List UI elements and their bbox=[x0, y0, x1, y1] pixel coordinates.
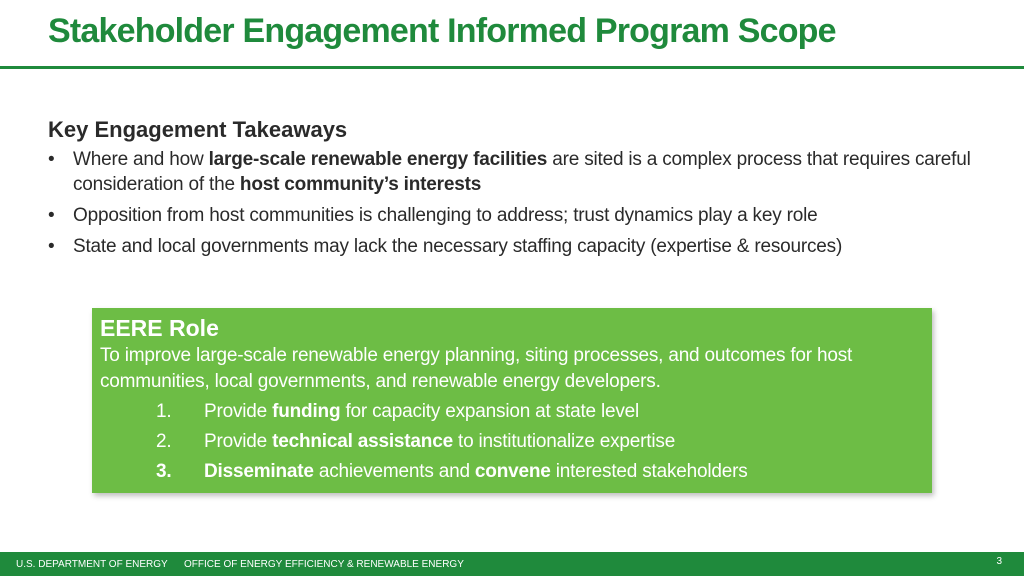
takeaways-section bbox=[48, 117, 1018, 265]
role-action-text: to institutionalize expertise bbox=[452, 431, 676, 452]
role-action-text: for capacity expansion at state level bbox=[340, 401, 640, 422]
role-action-emphasis: convene bbox=[474, 461, 551, 482]
list-number: 2. bbox=[156, 431, 172, 452]
list-number: 1. bbox=[156, 401, 172, 422]
footer-department: U.S. DEPARTMENT OF ENERGY bbox=[16, 559, 168, 570]
role-description: To improve large-scale renewable energy planning, siting processes, and outcomes for host communities, local governments, and renewable energy developers. bbox=[100, 345, 853, 392]
title-divider bbox=[0, 66, 1024, 69]
role-action-emphasis: Disseminate bbox=[204, 461, 314, 482]
role-action-list bbox=[100, 397, 922, 487]
role-action-item bbox=[100, 457, 922, 487]
bullet-icon: • bbox=[48, 149, 55, 170]
role-action-text: interested stakeholders bbox=[550, 461, 748, 482]
takeaway-text: State and local governments may lack the necessary staffing capacity (expertise & resources) bbox=[73, 236, 843, 257]
role-action-item bbox=[100, 427, 922, 457]
role-action-emphasis: funding bbox=[272, 401, 341, 422]
takeaway-text: are sited is a complex process that requires careful consideration of the bbox=[73, 149, 971, 195]
takeaways-list bbox=[48, 147, 1018, 259]
takeaways-heading: Key Engagement Takeaways bbox=[48, 117, 348, 142]
eere-role-box bbox=[92, 308, 932, 493]
slide-title: Stakeholder Engagement Informed Program Scope bbox=[48, 12, 836, 50]
footer-office: OFFICE OF ENERGY EFFICIENCY & RENEWABLE ENERGY bbox=[184, 559, 464, 570]
slide-footer bbox=[0, 552, 1024, 576]
takeaway-emphasis: large-scale renewable energy facilities bbox=[208, 149, 548, 170]
takeaway-text: Where and how bbox=[73, 149, 209, 170]
takeaway-item bbox=[48, 147, 1018, 197]
bullet-icon: • bbox=[48, 205, 55, 226]
role-action-text: Provide bbox=[204, 431, 273, 452]
takeaway-text: Opposition from host communities is challenging to address; trust dynamics play a key role bbox=[73, 205, 818, 226]
takeaway-item bbox=[48, 234, 1018, 259]
page-number: 3 bbox=[996, 556, 1002, 567]
takeaway-item bbox=[48, 203, 1018, 228]
role-action-text: Provide bbox=[204, 401, 273, 422]
role-action-emphasis: technical assistance bbox=[272, 431, 453, 452]
role-action-text: achievements and bbox=[313, 461, 475, 482]
bullet-icon: • bbox=[48, 236, 55, 257]
takeaway-emphasis: host community’s interests bbox=[239, 174, 482, 195]
list-number: 3. bbox=[156, 461, 172, 482]
role-action-item bbox=[100, 397, 922, 427]
role-heading: EERE Role bbox=[100, 315, 219, 341]
